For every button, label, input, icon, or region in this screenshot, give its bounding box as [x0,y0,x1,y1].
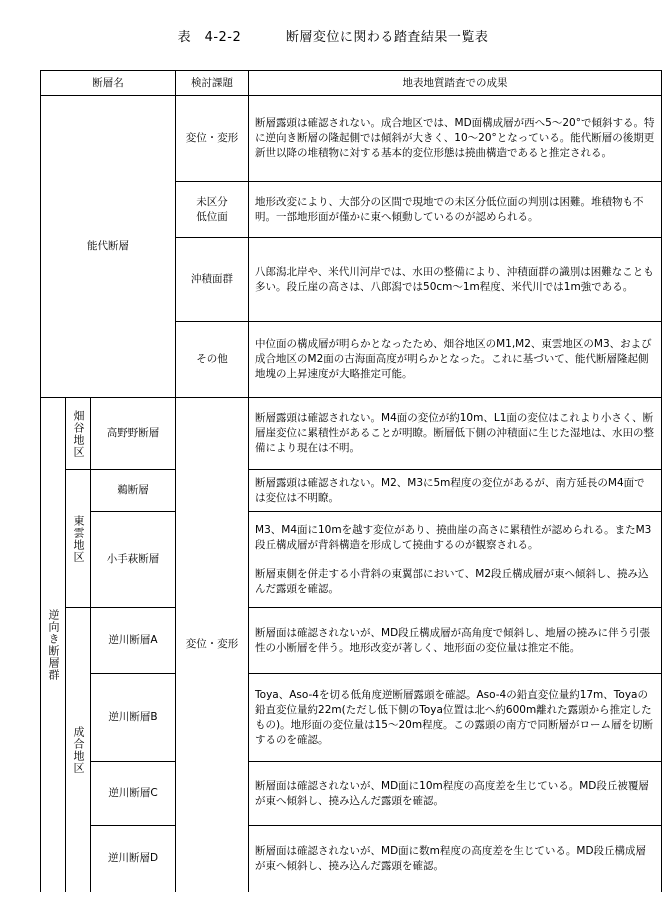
fault-name: 高野野断層 [91,398,176,470]
table-row [41,512,662,608]
table-caption: 断層変位に関わる踏査結果一覧表 [285,30,489,45]
result-cell: 断層露頭は確認されない。成合地区では、MD面構成層が西へ5～20°で傾斜する。特に逆向き断層の隆起側では傾斜が大きく、10～20°となっている。能代断層の後期更新世以降の堆積物に対する基本的変位形態は撓曲構造であると推定される。 [249,96,662,182]
fault-name: 鵜断層 [91,470,176,512]
table-row [41,826,662,892]
area-hataya: 畑谷地区 [66,398,91,470]
table-row [41,398,662,470]
result-cell: 断層露頭は確認されない。M2、M3に5m程度の変位があるが、南方延長のM4面では変位は不明瞭。 [249,470,662,512]
table-row [41,96,662,182]
result-paragraph: M3、M4面に10mを越す変位があり、撓曲崖の高さに累積性が認められる。またM3段丘構成層が背斜構造を形成して撓曲するのが観察される。 [255,523,652,551]
header-fault-name: 断層名 [41,71,176,96]
header-issue: 検討課題 [176,71,249,96]
fault-name: 逆川断層B [91,674,176,762]
table-number: 表 4-2-2 [177,30,242,45]
result-cell: 地形改変により、大部分の区間で現地での未区分低位面の判別は困難。堆積物も不明。一部地形面が僅かに東へ傾動しているのが認められる。 [249,182,662,238]
page-title [0,26,666,45]
fault-name: 逆川断層A [91,608,176,674]
issue-cell: 沖積面群 [176,238,249,322]
table-row [41,674,662,762]
result-cell [249,512,662,608]
issue-cell: 未区分 低位面 [176,182,249,238]
table-row [41,608,662,674]
result-cell: 断層露頭は確認されない。M4面の変位が約10m、L1面の変位はこれより小さく、断層崖変位に累積性があることが明瞭。断層低下側の沖積面に生じた湿地は、水田の整備により現在は不明。 [249,398,662,470]
table-row [41,762,662,826]
group-label-reverse: 逆向き断層群 [41,398,66,892]
result-cell: Toya、Aso-4を切る低角度逆断層露頭を確認。Aso-4の鉛直変位量約17m、Toyaの鉛直変位量約22m(ただし低下側のToya位置は北へ約600m離れた露頭から推定したもの)。地形面の変位量は15～20m程度。この露頭の南方で同断層がローム層を切断するのを確認。 [249,674,662,762]
results-table [40,70,662,892]
issue-cell: その他 [176,322,249,398]
result-cell: 八郎潟北岸や、米代川河岸では、水田の整備により、沖積面群の識別は困難なことも多い。段丘崖の高さは、八郎潟では50cm～1m程度、米代川では1m強である。 [249,238,662,322]
result-cell: 断層面は確認されないが、MD段丘構成層が高角度で傾斜し、地層の撓みに伴う引張性の小断層を伴う。地形改変が著しく、地形面の変位量は推定不能。 [249,608,662,674]
table-row [41,470,662,512]
result-cell: 断層面は確認されないが、MD面に10m程度の高度差を生じている。MD段丘被覆層が東へ傾斜し、撓み込んだ露頭を確認。 [249,762,662,826]
issue-cell-reverse: 変位・変形 [176,398,249,892]
fault-name-noshiro: 能代断層 [41,96,176,398]
fault-name: 逆川断層D [91,826,176,892]
issue-cell: 変位・変形 [176,96,249,182]
fault-name: 逆川断層C [91,762,176,826]
area-nariai: 成合地区 [66,608,91,892]
result-paragraph: 断層東側を併走する小背斜の東翼部において、M2段丘構成層が東へ傾斜し、撓み込んだ露頭を確認。 [255,567,649,595]
header-row [41,71,662,96]
area-shinonome: 東雲地区 [66,470,91,608]
header-result: 地表地質踏査での成果 [249,71,662,96]
result-cell: 中位面の構成層が明らかとなったため、畑谷地区のM1,M2、東雲地区のM3、および成合地区のM2面の古海面高度が明らかとなった。これに基づいて、能代断層隆起側地塊の上昇速度が大略推定可能。 [249,322,662,398]
fault-name: 小手萩断層 [91,512,176,608]
result-cell: 断層面は確認されないが、MD面に数m程度の高度差を生じている。MD段丘構成層が東へ傾斜し、撓み込んだ露頭を確認。 [249,826,662,892]
